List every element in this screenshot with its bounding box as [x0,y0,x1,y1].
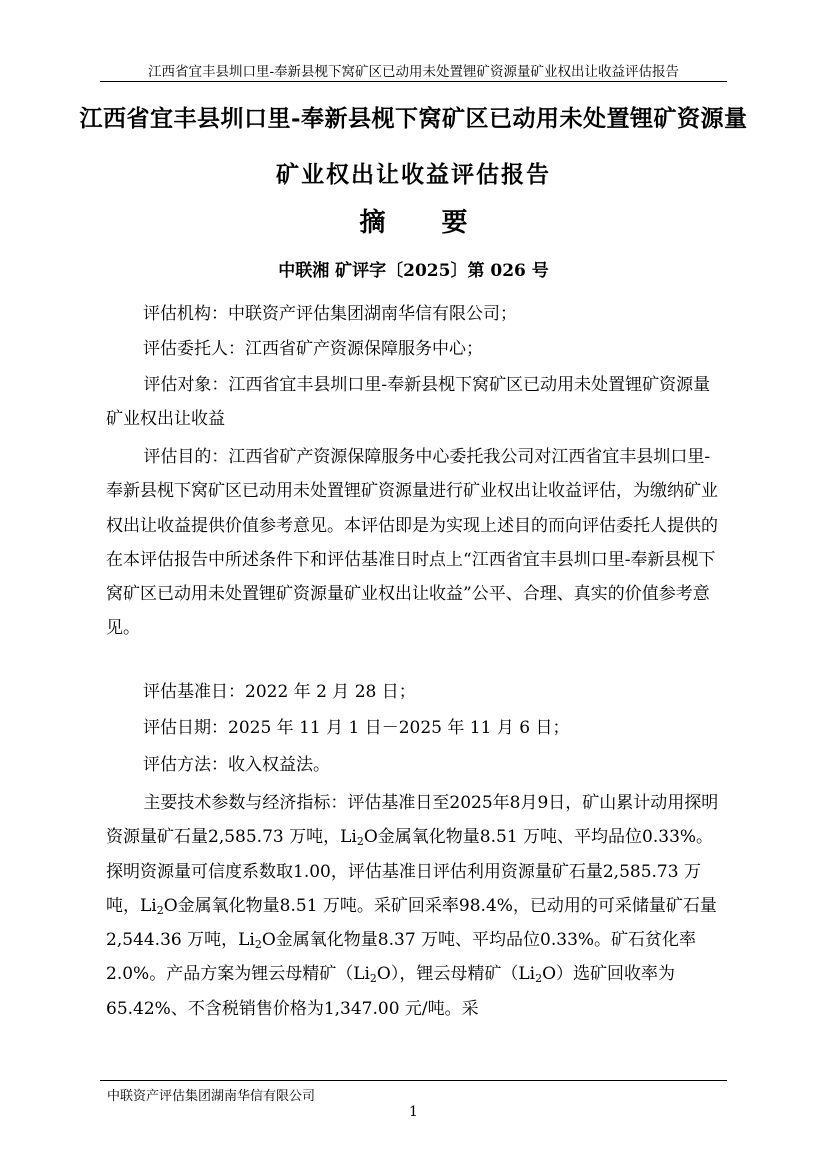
object-paragraph [106,368,726,437]
agency-label: 评估机构： [143,304,228,324]
document-number: 中联湘 矿评字〔2025〕第 026 号 [278,261,549,281]
method-value: 收入权益法。 [228,755,330,775]
report-title-line1: 江西省宜丰县圳口里-奉新县枧下窝矿区已动用未处置锂矿资源量 [79,105,748,132]
eval-date-line [143,711,569,745]
purpose-paragraph [106,440,726,646]
tech-text-4: O金属氧化物量8.37 万吨、平均品位0.33%。矿石贫化率2.0%。产品方案为锂云母精矿（Li [106,930,697,985]
client-value: 江西省矿产资源保障服务中心； [245,339,483,359]
footer-rule [100,1080,727,1081]
tech-paragraph [106,786,726,1026]
method-label: 评估方法： [143,755,228,775]
report-title-line2: 矿业权出让收益评估报告 [276,161,551,188]
tech-text-5: O），锂云母精矿（Li [376,964,536,985]
abstract-heading-char2: 要 [441,208,468,238]
eval-date-value: 2025 年 11 月 1 日－2025 年 11 月 6 日； [228,718,570,738]
page-number: 1 [409,1104,418,1120]
abstract-heading [0,202,827,239]
client-line [143,332,483,366]
object-label: 评估对象： [143,375,229,395]
object-value: 江西省宜丰县圳口里-奉新县枧下窝矿区已动用未处置锂矿资源量矿业权出让收益 [106,375,711,430]
purpose-value: 江西省矿产资源保障服务中心委托我公司对江西省宜丰县圳口里-奉新县枧下窝矿区已动用未处置锂矿资源量进行矿业权出让收益评估，为缴纳矿业权出让收益提供价值参考意见。本评估即是为实现上述目的而向评估委托人提供的在本评估报告中所述条件下和评估基准日时点上“江西省宜丰县圳口里-奉新县枧下窝矿区已动用未处置锂矿资源量矿业权出让收益”公平、合理、真实的价值参考意见。 [106,447,718,639]
li2o-subscript: 2 [254,938,262,952]
base-date-line [143,675,416,709]
method-line [143,748,330,782]
tech-text-1: 评估基准日至2025年8月9日，矿山累计动用探明资源量矿石量2,585.73 万吨，Li [106,793,719,848]
footer-company: 中联资产评估集团湖南华信有限公司 [107,1089,316,1104]
base-date-label: 评估基准日： [143,682,245,702]
running-header: 江西省宜丰县圳口里-奉新县枧下窝矿区已动用未处置锂矿资源量矿业权出让收益评估报告 [147,64,680,80]
abstract-heading-char1: 摘 [359,208,386,238]
header-rule [100,81,727,82]
base-date-value: 2022 年 2 月 28 日； [245,682,416,702]
tech-text-3: O金属氧化物量8.51 万吨。采矿回采率98.4%，已动用的可采储量矿石量 2,544.36 万吨，Li [106,895,717,951]
eval-date-label: 评估日期： [143,718,228,738]
tech-label: 主要技术参数与经济指标： [143,793,348,813]
agency-value: 中联资产评估集团湖南华信有限公司； [228,304,517,324]
client-label: 评估委托人： [143,339,245,359]
tech-text-2: O金属氧化物量8.51 万吨、平均品位0.33%。探明资源量可信度系数取1.00，评估基准日评估利用资源量矿石量2,585.73 万吨，Li [106,827,714,916]
agency-line [143,297,517,331]
li2o-subscript: 2 [535,972,543,986]
tech-text-6: O）选矿回收率为65.42%、不含税销售价格为1,347.00 元/吨。采 [106,964,676,1019]
purpose-label: 评估目的： [143,447,229,467]
li2o-subscript: 2 [356,835,364,849]
li2o-subscript: 2 [156,903,164,917]
li2o-subscript: 2 [369,972,377,986]
